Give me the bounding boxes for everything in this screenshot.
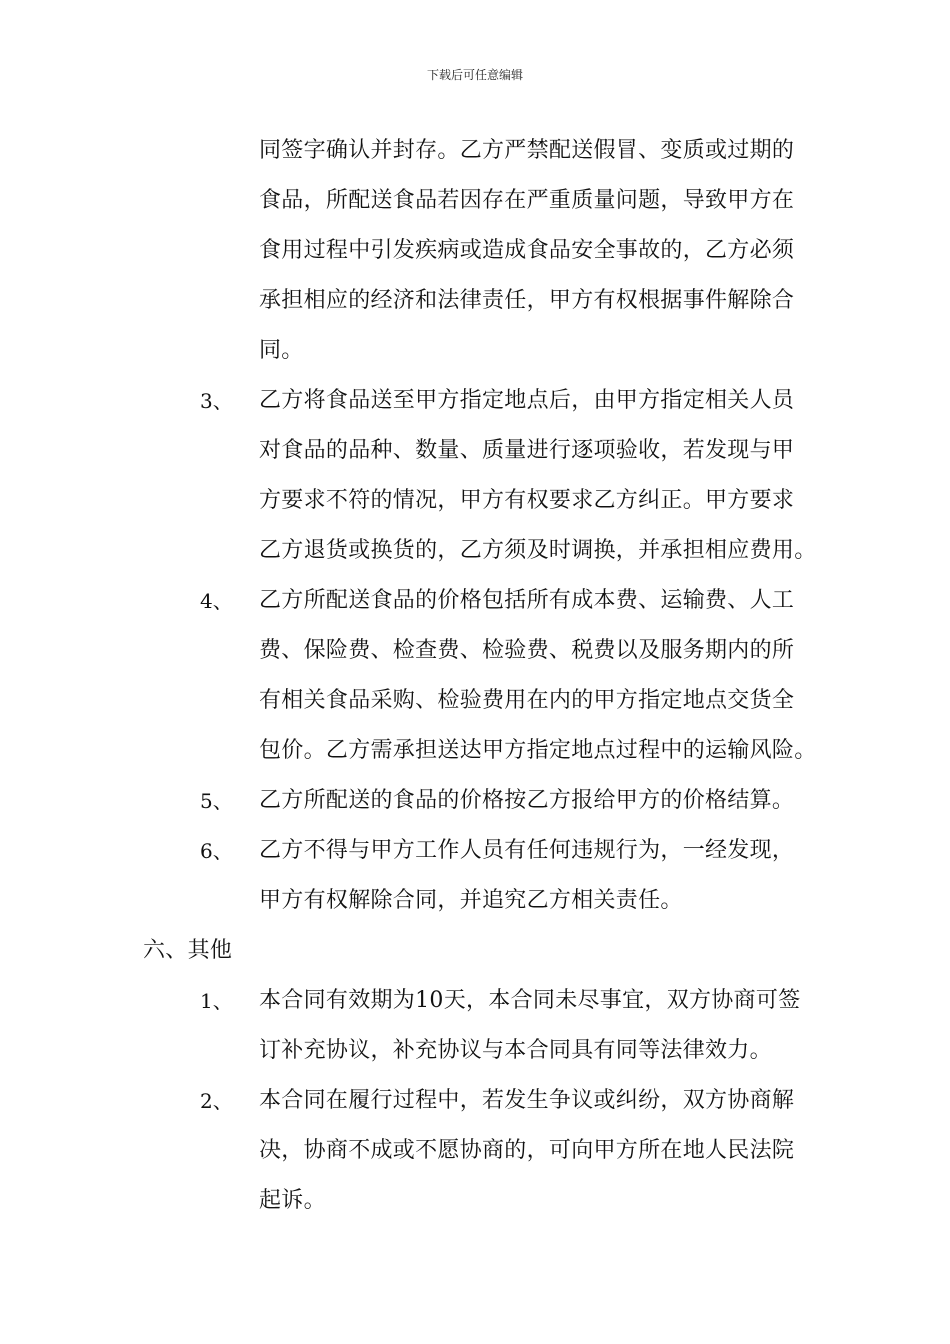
paragraph-line: 同。: [259, 338, 304, 363]
item-line: 费、保险费、检查费、检验费、税费以及服务期内的所: [259, 638, 795, 663]
item-line: 本合同在履行过程中，若发生争议或纠纷，双方协商解: [259, 1088, 795, 1113]
item-line: 包价。乙方需承担送达甲方指定地点过程中的运输风险。: [259, 738, 817, 763]
item-line: 乙方将食品送至甲方指定地点后，由甲方指定相关人员: [259, 388, 795, 413]
item-number: 2、: [200, 1089, 233, 1113]
item-line: 乙方退货或换货的，乙方须及时调换，并承担相应费用。: [259, 538, 817, 563]
paragraph-line: 食用过程中引发疾病或造成食品安全事故的，乙方必须: [259, 238, 795, 263]
item-number: 5、: [200, 789, 233, 813]
paragraph-line: 承担相应的经济和法律责任，甲方有权根据事件解除合: [259, 288, 795, 313]
item-line: 本合同有效期为10天，本合同未尽事宜，双方协商可签: [259, 988, 801, 1013]
paragraph-line: 食品，所配送食品若因存在严重质量问题，导致甲方在: [259, 188, 795, 213]
item-line: 有相关食品采购、检验费用在内的甲方指定地点交货全: [259, 688, 795, 713]
item-line: 甲方有权解除合同，并追究乙方相关责任。: [259, 888, 683, 913]
section-heading: 六、其他: [143, 938, 233, 963]
item-number: 3、: [200, 389, 233, 413]
item-line: 起诉。: [259, 1188, 326, 1213]
item-line: 乙方所配送食品的价格包括所有成本费、运输费、人工: [259, 588, 795, 613]
header-note: 下载后可任意编辑: [426, 68, 523, 82]
item-number: 1、: [200, 989, 233, 1013]
item-line: 对食品的品种、数量、质量进行逐项验收，若发现与甲: [259, 438, 795, 463]
item-line: 方要求不符的情况，甲方有权要求乙方纠正。甲方要求: [259, 488, 795, 513]
item-line: 决，协商不成或不愿协商的，可向甲方所在地人民法院: [259, 1138, 795, 1163]
item-line: 订补充协议，补充协议与本合同具有同等法律效力。: [259, 1038, 772, 1063]
paragraph-line: 同签字确认并封存。乙方严禁配送假冒、变质或过期的: [259, 138, 795, 163]
item-number: 4、: [200, 589, 233, 613]
item-number: 6、: [200, 839, 233, 863]
item-line: 乙方所配送的食品的价格按乙方报给甲方的价格结算。: [259, 788, 795, 813]
item-line: 乙方不得与甲方工作人员有任何违规行为，一经发现，: [259, 838, 795, 863]
